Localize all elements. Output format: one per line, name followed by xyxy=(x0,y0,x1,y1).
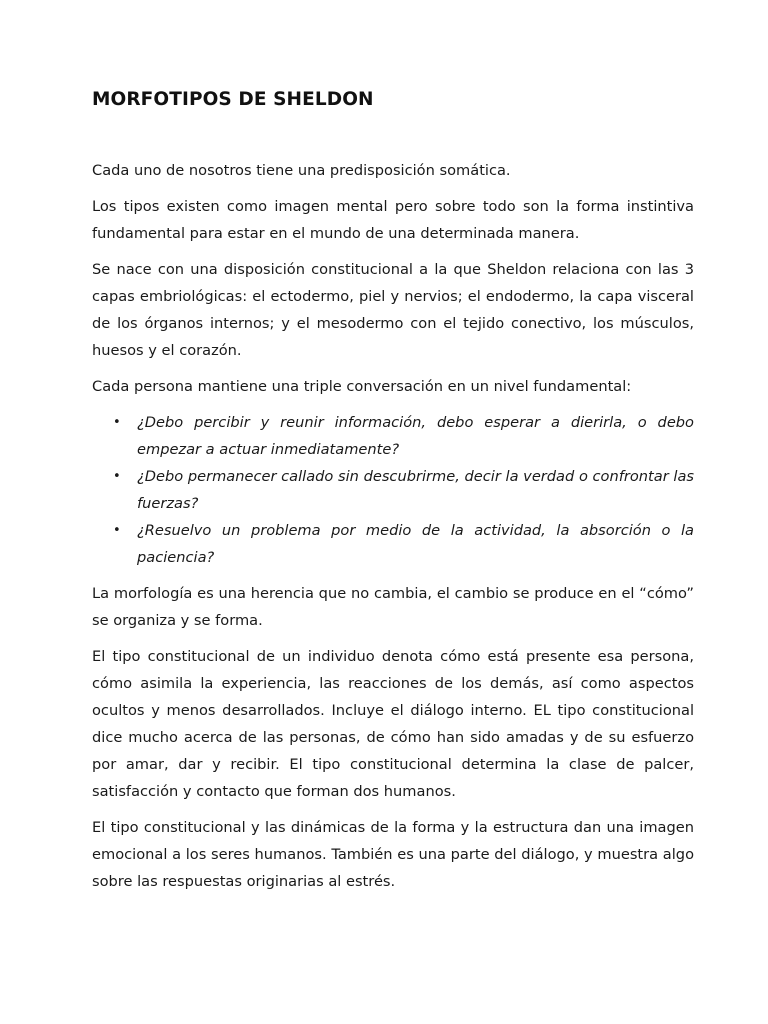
paragraph-dinamicas: El tipo constitucional y las dinámicas de la forma y la estructura dan una imagen emocional a los seres humanos. También es una parte del diálogo, y muestra algo sobre las respuestas originarias al estrés. xyxy=(92,819,694,890)
paragraph-predisposition: Cada uno de nosotros tiene una predisposición somática. xyxy=(92,162,511,179)
list-item-text: ¿Debo permanecer callado sin descubrirme, decir la verdad o confrontar las fuerzas? xyxy=(137,468,694,512)
list-item-text: ¿Debo percibir y reunir información, debo esperar a dierirla, o debo empezar a actuar inmediatamente? xyxy=(137,414,694,458)
document-body xyxy=(92,86,694,904)
paragraph-conversacion: Cada persona mantiene una triple conversación en un nivel fundamental: xyxy=(92,378,632,395)
paragraph-tipos: Los tipos existen como imagen mental pero sobre todo son la forma instintiva fundamental para estar en el mundo de una determinada manera. xyxy=(92,198,694,242)
list-item xyxy=(92,463,694,517)
list-item xyxy=(92,517,694,571)
question-list xyxy=(92,409,694,571)
bullet-icon: • xyxy=(113,523,121,538)
paragraph-morfologia: La morfología es una herencia que no cambia, el cambio se produce en el “cómo” se organiza y se forma. xyxy=(92,585,694,629)
document-title: MORFOTIPOS DE SHELDON xyxy=(92,89,374,110)
bullet-icon: • xyxy=(113,415,121,430)
list-item xyxy=(92,409,694,463)
paragraph-tipo-constitucional: El tipo constitucional de un individuo denota cómo está presente esa persona, cómo asimila la experiencia, las reacciones de los demás, así como aspectos ocultos y menos desarrollados. Incluye el diálogo interno. EL tipo constitucional dice mucho acerca de las personas, de cómo han sido amadas y de su esfuerzo por amar, dar y recibir. El tipo constitucional determina la clase de palcer, satisfacción y contacto que forman dos humanos. xyxy=(92,648,694,800)
list-item-text: ¿Resuelvo un problema por medio de la actividad, la absorción o la paciencia? xyxy=(137,522,694,566)
bullet-icon: • xyxy=(113,469,121,484)
paragraph-capas: Se nace con una disposición constitucional a la que Sheldon relaciona con las 3 capas embriológicas: el ectodermo, piel y nervios; el endodermo, la capa visceral de los órganos internos; y el mesodermo con el tejido conectivo, los músculos, huesos y el corazón. xyxy=(92,261,694,359)
